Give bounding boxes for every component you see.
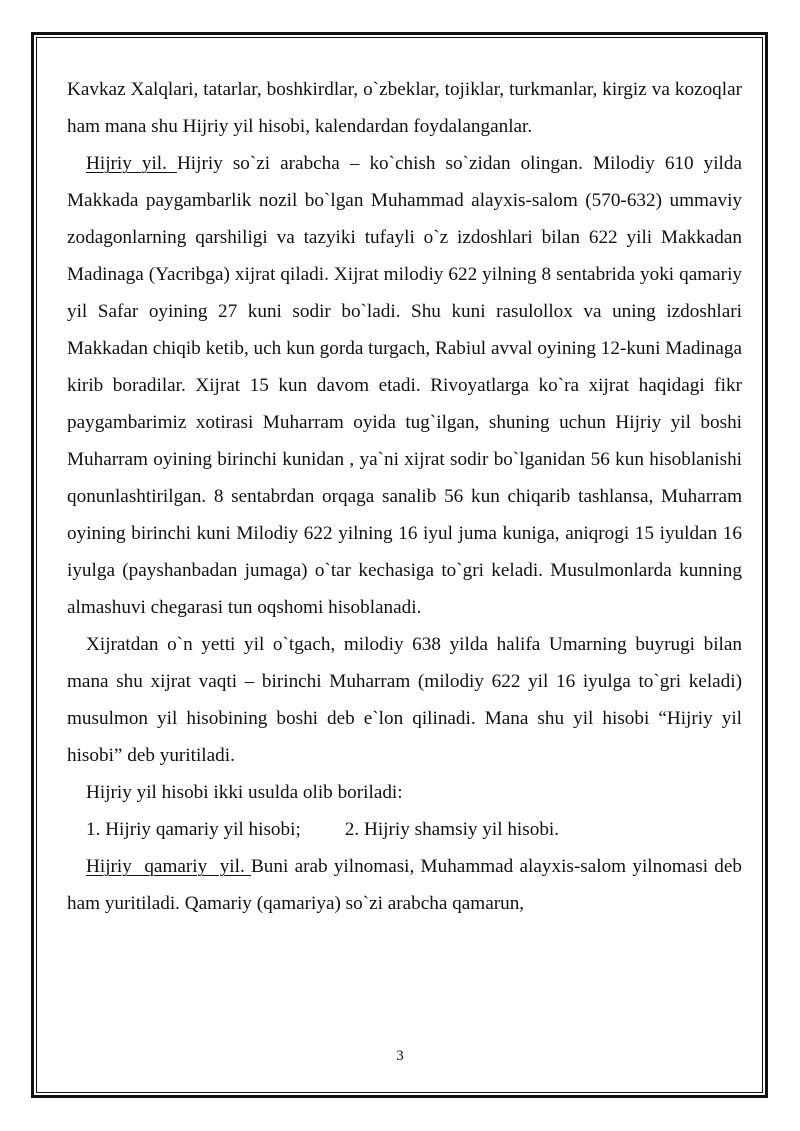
- list-item-shamsiy: 2. Hijriy shamsiy yil hisobi.: [344, 819, 560, 840]
- document-body: [67, 71, 742, 922]
- paragraph-two-methods: Hijriy yil hisobi ikki usulda olib boriladi:: [86, 782, 403, 803]
- paragraph-hijriy-qamariy: [67, 848, 742, 922]
- heading-hijriy-yil: Hijriy yil.: [86, 153, 177, 174]
- methods-list: [67, 811, 742, 848]
- paragraph-xijratdan: Xijratdan o`n yetti yil o`tgach, milodiy 638 yilda halifa Umarning buyrugi bilan mana shu xijrat vaqti – birinchi Muharram (milodiy 622 yil 16 iyulga to`gri keladi) musulmon yil hisobining boshi deb e`lon qilinadi. Mana shu yil hisobi “Hijriy yil hisobi” deb yuritiladi.: [67, 634, 742, 766]
- list-item-qamariy: 1. Hijriy qamariy yil hisobi;: [86, 819, 301, 840]
- paragraph-intro: Kavkaz Xalqlari, tatarlar, boshkirdlar, o`zbeklar, tojiklar, turkmanlar, kirgiz va kozoqlar ham mana shu Hijriy yil hisobi, kalendardan foydalanganlar.: [67, 79, 742, 137]
- paragraph-hijriy-yil-body: Hijriy so`zi arabcha – ko`chish so`zidan olingan. Milodiy 610 yilda Makkada paygambarlik nozil bo`lgan Muhammad alayxis-salom (570-632) ummaviy zodagonlarning qarshiligi va tazyiki tufayli o`z izdoshlari bilan 622 yili Makkadan Madinaga (Yacribga) xijrat qiladi. Xijrat milodiy 622 yilning 8 sentabrida yoki qamariy yil Safar oyining 27 kuni sodir bo`ladi. Shu kuni rasulollox va uning izdoshlari Makkadan chiqib ketib, uch kun gorda turgach, Rabiul avval oyining 12-kuni Madinaga kirib boradilar. Xijrat 15 kun davom etadi. Rivoyatlarga ko`ra xijrat haqidagi fikr paygambarimiz xotirasi Muharram oyida tug`ilgan, shuning uchun Hijriy yil boshi Muharram oyining birinchi kunidan , ya`ni xijrat sodir bo`lganidan 56 kun hisoblanishi qonunlashtirilgan. 8 sentabrdan orqaga sanalib 56 kun chiqarib tashlansa, Muharram oyining birinchi kuni Milodiy 622 yilning 16 iyul juma kuniga, aniqrogi 15 iyuldan 16 iyulga (payshanbadan jumaga) o`tar kechasiga to`gri keladi. Musulmonlarda kunning almashuvi chegarasi tun oqshomi hisoblanadi.: [67, 153, 742, 618]
- page-number: 3: [396, 1048, 404, 1064]
- paragraph-hijriy-yil: [67, 145, 742, 626]
- paragraph-hijriy-qamariy-body: Buni arab yilnomasi, Muhammad alayxis-salom yilnomasi deb ham yuritiladi. Qamariy (qamariya) so`zi arabcha qamarun,: [67, 856, 742, 914]
- heading-hijriy-qamariy-yil: Hijriy qamariy yil.: [86, 856, 251, 877]
